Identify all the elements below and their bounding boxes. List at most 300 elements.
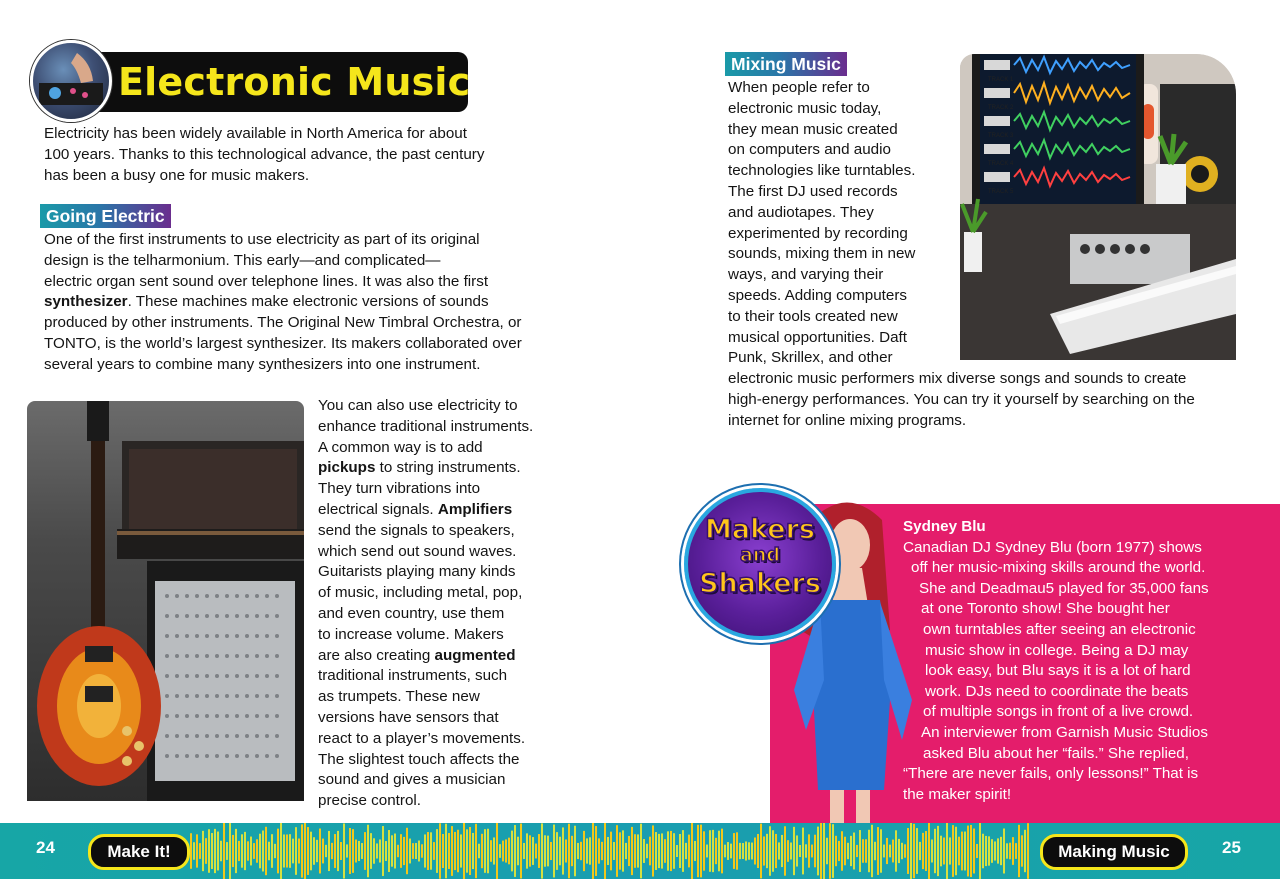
waveform-bar: [958, 837, 960, 866]
intro-line: 100 years. Thanks to this technological advance, the past century: [44, 145, 485, 163]
waveform-bar: [400, 834, 402, 868]
waveform-bar: [970, 825, 972, 877]
track-label: TRACK 1: [988, 77, 1014, 83]
waveform-bar: [1009, 843, 1011, 860]
waveform-bar: [757, 834, 759, 868]
waveform-bar: [196, 834, 198, 867]
waveform-bar: [445, 824, 447, 879]
waveform-bar: [415, 843, 417, 859]
waveform-bar: [859, 830, 861, 872]
waveform-bar: [895, 830, 897, 871]
waveform-bar: [709, 830, 711, 872]
track-label: TRACK 2: [988, 105, 1014, 111]
waveform-bar: [850, 836, 852, 866]
waveform-bar: [727, 842, 729, 860]
sydney-blu-bio: [903, 517, 1273, 805]
waveform-bar: [331, 843, 333, 859]
waveform-bar: [457, 830, 459, 872]
waveform-bar: [805, 844, 807, 857]
waveform-bar: [328, 831, 330, 871]
waveform-bar: [769, 826, 771, 876]
waveform-bar: [346, 844, 348, 857]
waveform-bar: [343, 823, 345, 878]
waveform-bar: [262, 831, 264, 872]
paragraph-line: to their tools created new: [728, 307, 898, 325]
waveform-bar: [562, 827, 564, 874]
waveform-bar: [691, 823, 693, 879]
waveform-bar: [463, 823, 465, 879]
waveform-bar: [772, 830, 774, 872]
waveform-bar: [532, 837, 534, 865]
waveform-bar: [364, 832, 366, 870]
waveform-bar: [715, 838, 717, 864]
waveform-bar: [382, 826, 384, 876]
bio-line: Canadian DJ Sydney Blu (born 1977) shows: [903, 538, 1202, 556]
waveform-bar: [748, 842, 750, 859]
waveform-bar: [763, 836, 765, 865]
waveform-bar: [991, 839, 993, 863]
waveform-bar: [208, 829, 210, 873]
waveform-bar: [289, 834, 291, 868]
waveform-bar: [235, 829, 237, 873]
waveform-bar: [1024, 830, 1026, 872]
waveform-bar: [706, 845, 708, 858]
waveform-bar: [925, 831, 927, 871]
waveform-bar: [478, 844, 480, 858]
paragraph-line: send the signals to speakers,: [318, 521, 515, 539]
waveform-bar: [508, 838, 510, 865]
waveform-bar: [745, 841, 747, 860]
waveform-bar: [352, 829, 354, 873]
waveform-bar: [214, 829, 216, 873]
waveform-bar: [739, 843, 741, 859]
waveform-bar: [217, 832, 219, 871]
waveform-bar: [688, 835, 690, 868]
paragraph-line: The first DJ used records: [728, 182, 898, 200]
waveform-bar: [202, 831, 204, 871]
waveform-bar: [388, 830, 390, 872]
waveform-bar: [241, 834, 243, 867]
waveform-bar: [571, 836, 573, 866]
waveform-bar: [256, 839, 258, 862]
paragraph-line: react to a player’s movements.: [318, 729, 526, 747]
waveform-bar: [349, 828, 351, 874]
track-label: TRACK 5: [988, 189, 1014, 195]
waveform-bar: [280, 823, 282, 879]
waveform-bar: [511, 831, 513, 872]
waveform-bar: [451, 826, 453, 876]
waveform-bar: [712, 830, 714, 872]
waveform-bar: [1015, 843, 1017, 859]
footer-label-making-music: Making Music: [1040, 834, 1188, 870]
waveform-bar: [685, 843, 687, 859]
waveform-bar: [325, 845, 327, 857]
waveform-bar: [292, 839, 294, 864]
waveform-bar: [376, 843, 378, 858]
section-heading-mixing-music: Mixing Music: [725, 52, 847, 76]
waveform-bar: [313, 837, 315, 865]
waveform-bar: [190, 833, 192, 869]
page-number-right: 25: [1222, 838, 1241, 857]
waveform-bar: [670, 831, 672, 871]
waveform-bar: [973, 829, 975, 874]
waveform-bar: [565, 839, 567, 862]
waveform-bar: [412, 843, 414, 859]
waveform-bar: [868, 830, 870, 872]
waveform-bar: [502, 841, 504, 862]
waveform-bar: [964, 832, 966, 871]
waveform-bar: [1006, 843, 1008, 858]
waveform-bar: [358, 841, 360, 861]
waveform-bar: [268, 842, 270, 861]
waveform-bar: [883, 845, 885, 858]
waveform-bar: [526, 833, 528, 868]
waveform-bar: [238, 841, 240, 861]
waveform-bar: [793, 827, 795, 875]
paragraph-line: electronic music performers mix diverse songs and sounds to create: [728, 370, 1187, 388]
waveform-bar: [853, 833, 855, 870]
badge-word: Shakers: [699, 568, 821, 599]
waveform-bar: [814, 835, 816, 868]
bio-line: at one Toronto show! She bought her: [921, 600, 1170, 618]
waveform-bar: [529, 835, 531, 866]
waveform-bar: [205, 838, 207, 864]
waveform-bar: [520, 824, 522, 879]
waveform-bar: [226, 842, 228, 860]
waveform-bar: [274, 844, 276, 858]
waveform-bar: [955, 827, 957, 875]
waveform-bar: [754, 838, 756, 865]
glossary-term-augmented: augmented: [434, 646, 516, 664]
waveform-bar: [550, 842, 552, 860]
waveform-bar: [598, 838, 600, 863]
waveform-bar: [586, 838, 588, 863]
paragraph-line: enhance traditional instruments.: [318, 417, 534, 435]
waveform-bar: [871, 825, 873, 877]
waveform-bar: [877, 827, 879, 875]
intro-paragraph: [44, 124, 524, 186]
paragraph-line: When people refer to: [728, 79, 870, 96]
waveform-bar: [442, 834, 444, 868]
waveform-bar: [910, 823, 912, 879]
waveform-bar: [949, 837, 951, 864]
waveform-bar: [373, 838, 375, 863]
waveform-bar: [892, 840, 894, 863]
waveform-bar: [724, 845, 726, 858]
dj-mixer-photo-icon: [30, 40, 112, 122]
bio-line: work. DJs need to coordinate the beats: [925, 682, 1189, 700]
waveform-bar: [490, 840, 492, 862]
waveform-bar: [229, 823, 231, 879]
waveform-bar: [427, 832, 429, 870]
glossary-term-pickups: pickups: [318, 459, 376, 477]
waveform-bar: [475, 824, 477, 878]
waveform-bar: [595, 826, 597, 876]
waveform-bar: [469, 827, 471, 875]
waveform-bar: [832, 824, 834, 878]
waveform-bar: [523, 843, 525, 859]
paragraph-line: pickups to string instruments.: [318, 459, 521, 477]
waveform-bar: [697, 825, 699, 877]
waveform-bar: [484, 829, 486, 873]
waveform-bar: [481, 834, 483, 868]
waveform-bar: [835, 836, 837, 866]
waveform-bar: [574, 826, 576, 877]
badge-word: and: [740, 544, 780, 566]
paragraph-line: electronic music today,: [728, 99, 882, 117]
waveform-bar: [667, 831, 669, 870]
paragraph-line: and even country, use them: [318, 604, 505, 622]
track-label: TRACK 4: [988, 161, 1014, 167]
waveform-bar: [547, 836, 549, 867]
waveform-bar: [826, 838, 828, 864]
intro-line: Electricity has been widely available in North America for about: [44, 125, 467, 142]
waveform-bar: [592, 823, 594, 879]
waveform-bar: [604, 823, 606, 879]
waveform-bar: [271, 834, 273, 868]
waveform-bar: [874, 842, 876, 860]
track-label: TRACK 3: [988, 133, 1014, 139]
waveform-bar: [811, 845, 813, 858]
electric-guitar-amplifier-photo: [27, 401, 304, 801]
waveform-bar: [736, 832, 738, 869]
waveform-bar: [928, 823, 930, 879]
waveform-bar: [664, 839, 666, 863]
waveform-bar: [298, 839, 300, 864]
waveform-bar: [610, 832, 612, 871]
paragraph-line: sound and gives a musician: [318, 771, 506, 789]
waveform-bar: [424, 834, 426, 867]
waveform-bar: [790, 843, 792, 860]
paragraph-line: several years to combine many synthesizers into one instrument.: [44, 355, 481, 373]
page-number-left: 24: [36, 838, 55, 857]
paragraph-line: of music, including metal, pop,: [318, 584, 523, 602]
badge-word: Makers: [704, 514, 816, 545]
waveform-bar: [916, 828, 918, 874]
waveform-bar: [277, 829, 279, 874]
waveform-bar: [817, 827, 819, 876]
waveform-bar: [904, 844, 906, 857]
waveform-bar: [1021, 835, 1023, 866]
paragraph-line: speeds. Adding computers: [728, 286, 907, 304]
waveform-bar: [799, 845, 801, 857]
waveform-bar: [823, 823, 825, 879]
waveform-bar: [784, 826, 786, 875]
waveform-bar: [652, 825, 654, 876]
waveform-bar: [505, 839, 507, 862]
bio-line: She and Deadmau5 played for 35,000 fans: [919, 579, 1209, 597]
waveform-bar: [193, 842, 195, 860]
waveform-bar: [433, 842, 435, 860]
waveform-bar: [622, 830, 624, 871]
paragraph-line: they mean music created: [728, 120, 898, 138]
waveform-bar: [994, 841, 996, 860]
waveform-bar: [544, 835, 546, 866]
waveform-bar: [637, 834, 639, 867]
waveform-bar: [829, 823, 831, 878]
waveform-bar: [808, 834, 810, 867]
waveform-bar: [316, 840, 318, 862]
waveform-bar: [775, 834, 777, 868]
waveform-bar: [721, 829, 723, 874]
waveform-bar: [247, 841, 249, 860]
waveform-bar: [253, 843, 255, 859]
waveform-bar: [1012, 837, 1014, 865]
paragraph-line: ways, and varying their: [728, 266, 884, 284]
waveform-bar: [625, 843, 627, 859]
waveform-bar: [658, 834, 660, 868]
paragraph-line: TONTO, is the world’s largest synthesizer. Its makers collaborated over: [44, 334, 522, 352]
waveform-bar: [643, 839, 645, 863]
waveform-bar: [472, 833, 474, 869]
waveform-bar: [886, 838, 888, 864]
waveform-bar: [322, 839, 324, 864]
intro-line: has been a busy one for music makers.: [44, 166, 310, 184]
waveform-bar: [310, 832, 312, 871]
waveform-bar: [733, 833, 735, 869]
page-title: Electronic Music: [118, 60, 471, 104]
bio-line: the maker spirit!: [903, 785, 1012, 803]
waveform-bar: [355, 839, 357, 862]
waveform-bar: [679, 834, 681, 868]
waveform-bar: [493, 837, 495, 864]
waveform-bar: [607, 837, 609, 865]
paragraph-line: as trumpets. These new: [318, 688, 480, 706]
waveform-bar: [961, 832, 963, 871]
waveform-bar: [1018, 825, 1020, 877]
waveform-bar: [898, 839, 900, 863]
paragraph-line: electrical signals. Amplifiers: [318, 500, 513, 518]
waveform-bar: [997, 838, 999, 863]
waveform-bar: [655, 832, 657, 870]
waveform-bar: [250, 837, 252, 866]
waveform-bar: [751, 843, 753, 860]
waveform-bar: [718, 831, 720, 872]
waveform-bar: [988, 836, 990, 865]
paragraph-line: The slightest touch affects the: [318, 750, 520, 768]
waveform-bar: [409, 839, 411, 864]
waveform-bar: [379, 839, 381, 862]
waveform-bar: [856, 845, 858, 857]
waveform-bar: [931, 840, 933, 863]
waveform-bar: [418, 841, 420, 862]
glossary-term-synthesizer: synthesizer: [44, 293, 128, 311]
paragraph-line: Guitarists playing many kinds: [318, 563, 516, 581]
paragraph-line: They turn vibrations into: [318, 480, 481, 498]
waveform-bar: [295, 827, 297, 875]
profile-name: Sydney Blu: [903, 518, 986, 535]
waveform-bar: [934, 829, 936, 873]
waveform-bar: [694, 841, 696, 861]
bio-line: of multiple songs in front of a live crowd.: [923, 703, 1194, 721]
waveform-bar: [568, 824, 570, 879]
waveform-bar: [844, 837, 846, 866]
waveform-bar: [985, 836, 987, 866]
waveform-bar: [499, 844, 501, 858]
waveform-bar: [865, 839, 867, 863]
waveform-bar: [220, 841, 222, 861]
waveform-bar: [301, 824, 303, 877]
going-electric-paragraph: [44, 230, 559, 376]
waveform-bar: [1027, 823, 1029, 879]
waveform-bar: [286, 834, 288, 867]
waveform-bar: [700, 825, 702, 878]
waveform-bar: [673, 833, 675, 869]
paragraph-line: synthesizer. These machines make electronic versions of sounds: [44, 293, 489, 311]
waveform-bar: [841, 831, 843, 870]
waveform-bar: [553, 825, 555, 878]
waveform-bar: [943, 838, 945, 865]
waveform-bar: [394, 834, 396, 869]
waveform-bar: [976, 844, 978, 858]
waveform-bar: [646, 844, 648, 858]
waveform-bar: [535, 844, 537, 859]
waveform-bar: [820, 823, 822, 879]
waveform-bar: [199, 843, 201, 859]
waveform-bar: [979, 823, 981, 879]
waveform-bar: [307, 827, 309, 875]
waveform-bar: [556, 832, 558, 870]
pickups-paragraph: [318, 396, 558, 812]
paragraph-line: and audiotapes. They: [728, 203, 874, 221]
waveform-bar: [631, 827, 633, 875]
paragraph-line: sounds, mixing them in new: [728, 245, 916, 263]
waveform-bar: [460, 834, 462, 867]
waveform-bar: [889, 845, 891, 858]
waveform-bar: [340, 842, 342, 860]
waveform-bar: [862, 839, 864, 863]
waveform-bar: [880, 829, 882, 872]
paragraph-line: precise control.: [318, 792, 421, 810]
waveform-bar: [538, 834, 540, 868]
waveform-bar: [406, 828, 408, 874]
waveform-bar: [787, 840, 789, 862]
paragraph-line: electric organ sent sound over telephone lines. It was also the first: [44, 272, 489, 290]
waveform-bar: [619, 832, 621, 869]
waveform-bar: [496, 823, 498, 879]
bio-line: An interviewer from Garnish Music Studios: [921, 723, 1208, 741]
waveform-bar: [913, 824, 915, 878]
waveform-bar: [319, 829, 321, 874]
waveform-bar: [367, 825, 369, 877]
waveform-bar: [628, 836, 630, 866]
waveform-bar: [661, 833, 663, 868]
waveform-bar: [436, 829, 438, 873]
waveform-bar: [919, 842, 921, 860]
bio-line: music show in college. Being a DJ may: [925, 641, 1189, 659]
waveform-bar: [1000, 837, 1002, 865]
paragraph-line: which send out sound waves.: [318, 542, 517, 560]
waveform-bar: [514, 825, 516, 877]
paragraph-line: are also creating augmented: [318, 646, 516, 664]
waveform-bar: [922, 833, 924, 869]
waveform-bar: [448, 833, 450, 869]
waveform-bar: [613, 842, 615, 860]
waveform-bar: [982, 834, 984, 869]
waveform-bar: [742, 843, 744, 859]
waveform-bar: [541, 823, 543, 878]
paragraph-line: on computers and audio: [728, 141, 891, 159]
waveform-bar: [265, 827, 267, 875]
waveform-bar: [967, 826, 969, 877]
glossary-term-amplifiers: Amplifiers: [437, 500, 513, 518]
waveform-bar: [766, 834, 768, 868]
section-heading-going-electric: Going Electric: [40, 204, 171, 228]
waveform-bar: [577, 843, 579, 859]
waveform-bar: [649, 837, 651, 866]
waveform-bar: [838, 841, 840, 861]
waveform-bar: [337, 831, 339, 871]
